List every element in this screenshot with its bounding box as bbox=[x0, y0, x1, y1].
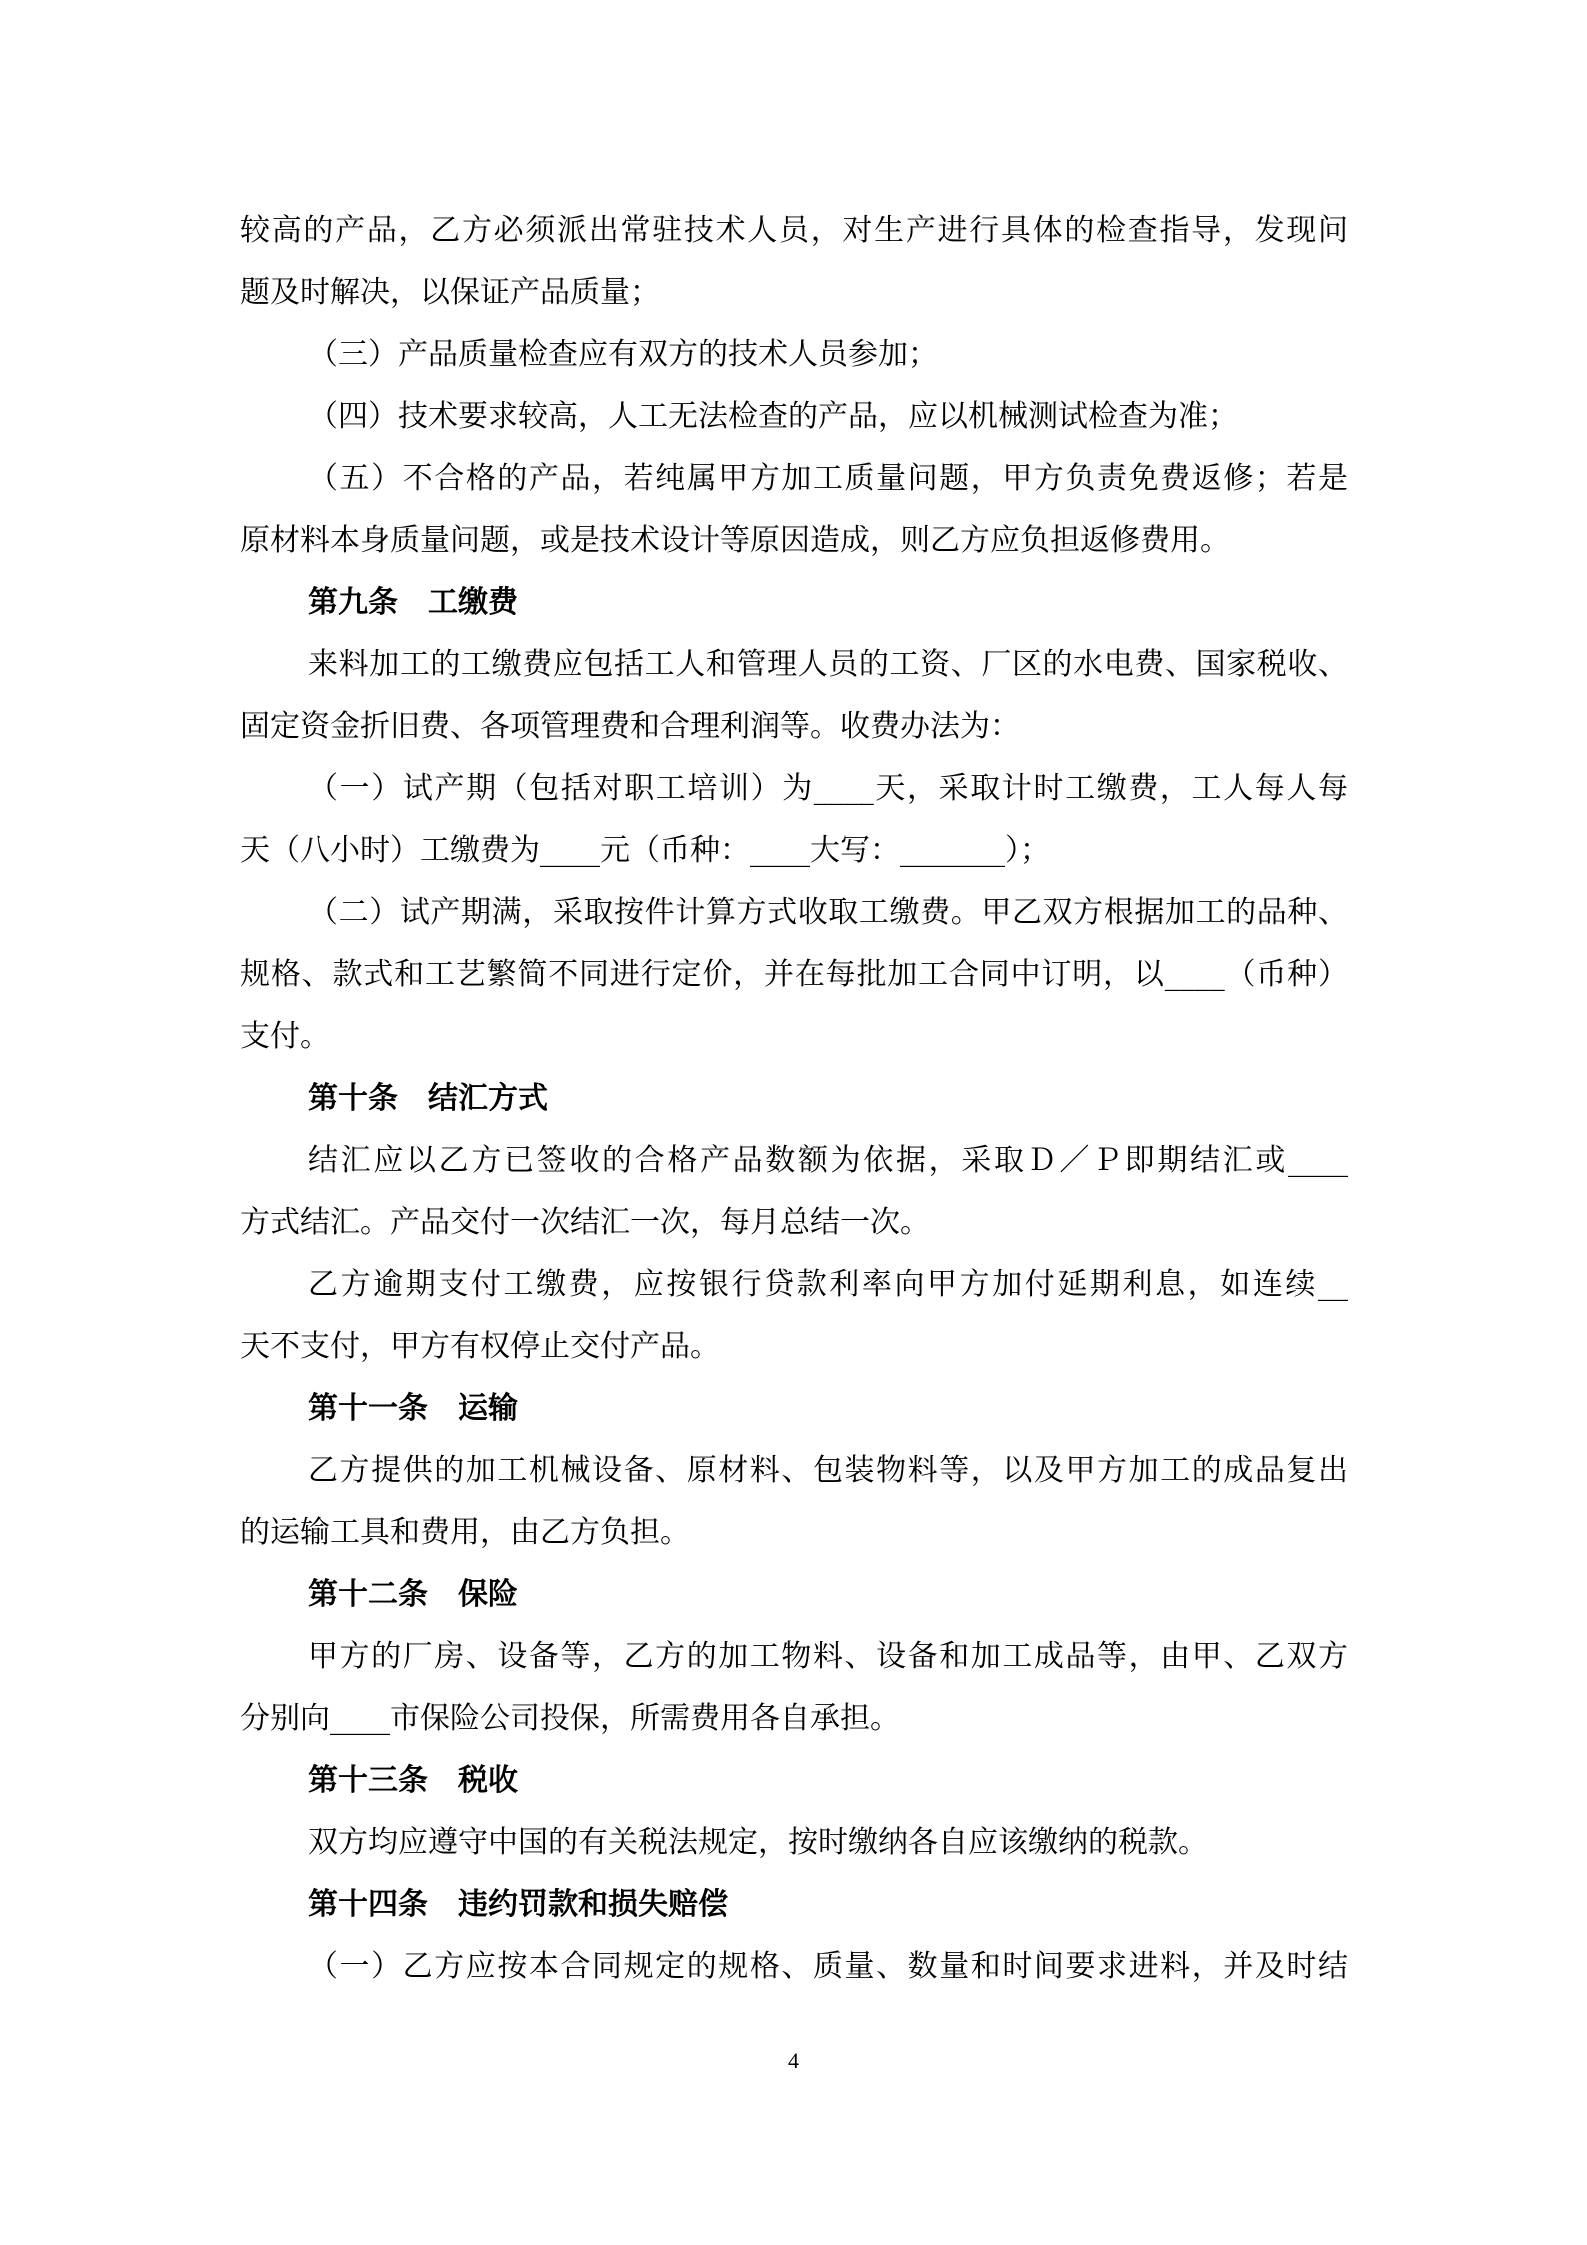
paragraph-line: 乙方提供的加工机械设备、原材料、包装物料等，以及甲方加工的成品复出 bbox=[308, 1453, 1348, 1488]
document-body bbox=[240, 200, 1348, 1998]
paragraph-line: （二）试产期满，采取按件计算方式收取工缴费。甲乙双方根据加工的品种、 bbox=[308, 895, 1348, 930]
paragraph-line: （三）产品质量检查应有双方的技术人员参加； bbox=[308, 337, 938, 372]
paragraph-line: （四）技术要求较高，人工无法检查的产品，应以机械测试检查为准； bbox=[308, 399, 1238, 434]
paragraph-line: 固定资金折旧费、各项管理费和合理利润等。收费办法为： bbox=[240, 709, 1020, 744]
page-number: 4 bbox=[788, 2048, 799, 2073]
paragraph-line: 结汇应以乙方已签收的合格产品数额为依据，采取Ｄ／Ｐ即期结汇或____ bbox=[308, 1143, 1348, 1178]
paragraph-line: （一）乙方应按本合同规定的规格、质量、数量和时间要求进料，并及时结 bbox=[308, 1949, 1348, 1984]
article-heading: 第十四条 违约罚款和损失赔偿 bbox=[308, 1887, 728, 1922]
paragraph-line: 规格、款式和工艺繁简不同进行定价，并在每批加工合同中订明，以____（币种） bbox=[240, 957, 1348, 992]
paragraph-line: 方式结汇。产品交付一次结汇一次，每月总结一次。 bbox=[240, 1205, 930, 1240]
paragraph-line: 乙方逾期支付工缴费，应按银行贷款利率向甲方加付延期利息，如连续__ bbox=[308, 1267, 1348, 1302]
article-heading: 第十一条 运输 bbox=[308, 1391, 518, 1426]
paragraph-line: 较高的产品，乙方必须派出常驻技术人员，对生产进行具体的检查指导，发现问 bbox=[240, 213, 1348, 248]
paragraph-line: 甲方的厂房、设备等，乙方的加工物料、设备和加工成品等，由甲、乙双方 bbox=[308, 1639, 1348, 1674]
paragraph-line: （五）不合格的产品，若纯属甲方加工质量问题，甲方负责免费返修；若是 bbox=[308, 461, 1348, 496]
paragraph-line: 双方均应遵守中国的有关税法规定，按时缴纳各自应该缴纳的税款。 bbox=[308, 1825, 1208, 1860]
paragraph-line: 天（八小时）工缴费为____元（币种：____大写：_______）； bbox=[240, 833, 1050, 868]
article-heading: 第十三条 税收 bbox=[308, 1763, 518, 1798]
paragraph-line: 原材料本身质量问题，或是技术设计等原因造成，则乙方应负担返修费用。 bbox=[240, 523, 1230, 558]
paragraph-line: （一）试产期（包括对职工培训）为____天，采取计时工缴费，工人每人每 bbox=[308, 771, 1348, 806]
article-heading: 第九条 工缴费 bbox=[308, 585, 518, 620]
paragraph-line: 来料加工的工缴费应包括工人和管理人员的工资、厂区的水电费、国家税收、 bbox=[308, 647, 1348, 682]
paragraph-line: 分别向____市保险公司投保，所需费用各自承担。 bbox=[240, 1701, 900, 1736]
paragraph-line: 的运输工具和费用，由乙方负担。 bbox=[240, 1515, 690, 1550]
article-heading: 第十条 结汇方式 bbox=[308, 1081, 548, 1116]
paragraph-line: 支付。 bbox=[240, 1019, 330, 1054]
paragraph-line: 天不支付，甲方有权停止交付产品。 bbox=[240, 1329, 720, 1364]
article-heading: 第十二条 保险 bbox=[308, 1577, 518, 1612]
paragraph-line: 题及时解决，以保证产品质量； bbox=[240, 275, 660, 310]
